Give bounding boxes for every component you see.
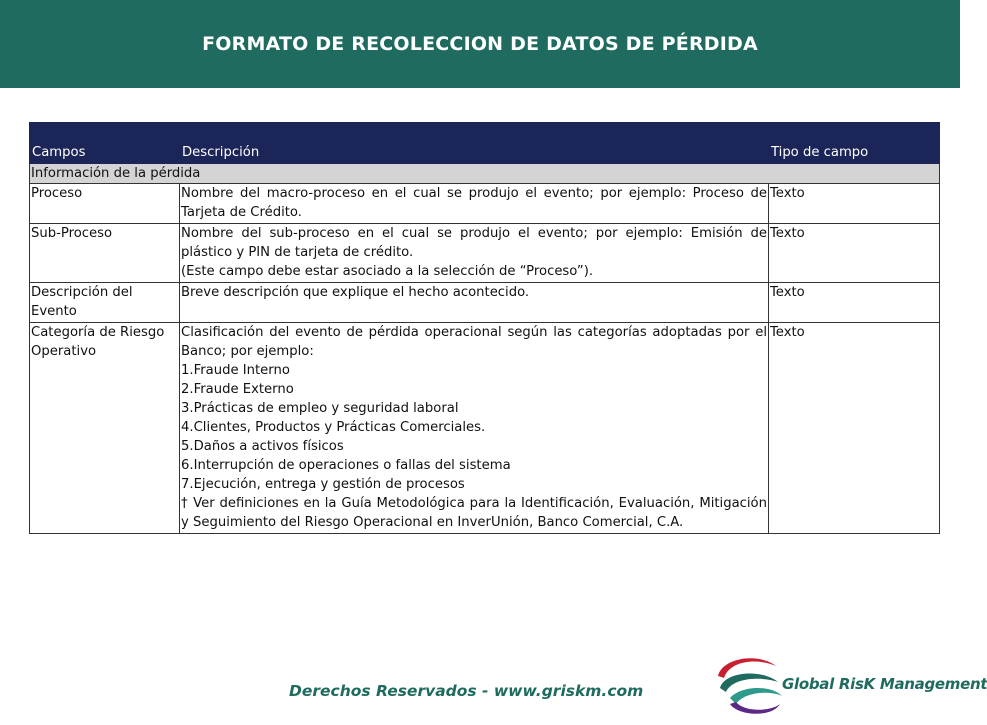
tipo-cell: Texto (769, 323, 940, 534)
footer-copyright: Derechos Reservados - www.griskm.com (289, 682, 644, 700)
table-header-row (30, 123, 940, 164)
campo-cell: Sub-Proceso (30, 224, 180, 283)
loss-data-table (29, 122, 940, 534)
logo-swirl-icon (714, 652, 790, 720)
descripcion-line: (Este campo debe estar asociado a la selección de “Proceso”). (181, 264, 594, 279)
descripcion-line: 7.Ejecución, entrega y gestión de procesos (181, 477, 465, 492)
section-row (30, 164, 940, 184)
descripcion-line: 2.Fraude Externo (181, 382, 294, 397)
descripcion-line: † Ver definiciones en la Guía Metodológica para la Identificación, Evaluación, Mitigación y Seguimiento del Riesgo Operacional en InverUnión, Banco Comercial, C.A. (181, 496, 767, 530)
column-header-campos: Campos (30, 123, 180, 164)
descripcion-cell (180, 184, 769, 224)
page-title: FORMATO DE RECOLECCION DE DATOS DE PÉRDIDA (202, 33, 758, 55)
table-row (30, 224, 940, 283)
descripcion-line: 5.Daños a activos físicos (181, 439, 344, 454)
table-row (30, 184, 940, 224)
descripcion-cell (180, 283, 769, 323)
loss-data-table-wrapper (29, 122, 939, 534)
tipo-cell: Texto (769, 224, 940, 283)
title-banner (0, 0, 960, 88)
column-header-tipo: Tipo de campo (769, 123, 940, 164)
descripcion-line: 1.Fraude Interno (181, 363, 290, 378)
descripcion-cell (180, 323, 769, 534)
table-row (30, 283, 940, 323)
campo-cell: Categoría de Riesgo Operativo (30, 323, 180, 534)
descripcion-line: Breve descripción que explique el hecho acontecido. (181, 285, 530, 300)
descripcion-line: Nombre del macro-proceso en el cual se produjo el evento; por ejemplo: Proceso de Tarjeta de Crédito. (181, 186, 767, 220)
descripcion-line: Nombre del sub-proceso en el cual se produjo el evento; por ejemplo: Emisión de plástico y PIN de tarjeta de crédito. (181, 226, 767, 260)
tipo-cell: Texto (769, 283, 940, 323)
descripcion-line: 6.Interrupción de operaciones o fallas del sistema (181, 458, 511, 473)
descripcion-line: 4.Clientes, Productos y Prácticas Comerciales. (181, 420, 486, 435)
descripcion-line: 3.Prácticas de empleo y seguridad laboral (181, 401, 459, 416)
campo-cell: Descripción del Evento (30, 283, 180, 323)
company-logo (714, 652, 987, 720)
campo-cell: Proceso (30, 184, 180, 224)
column-header-descripcion: Descripción (180, 123, 769, 164)
logo-text: Global RisK Management (782, 675, 987, 693)
table-row (30, 323, 940, 534)
tipo-cell: Texto (769, 184, 940, 224)
section-label: Información de la pérdida (30, 164, 940, 184)
descripcion-cell (180, 224, 769, 283)
descripcion-line: Clasificación del evento de pérdida operacional según las categorías adoptadas por el Banco; por ejemplo: (181, 325, 767, 359)
